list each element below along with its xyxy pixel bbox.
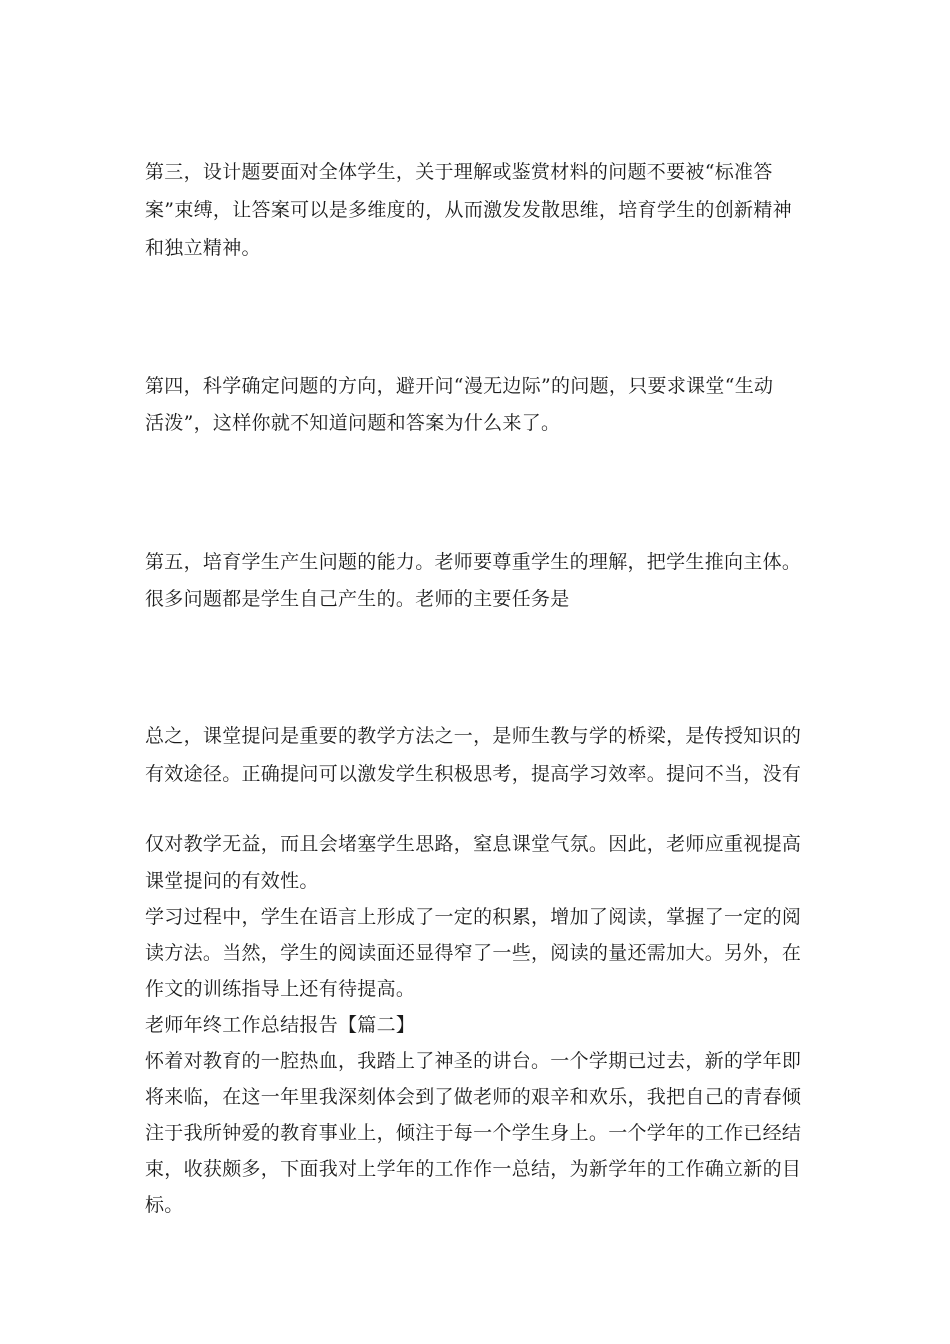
text-line: 案”束缚，让答案可以是多维度的，从而激发发散思维，培育学生的创新精神	[145, 199, 792, 221]
text-line: 注于我所钟爱的教育事业上，倾注于每一个学生身上。一个学年的工作已经结	[145, 1122, 802, 1144]
text-line: 束，收获颇多，下面我对上学年的工作作一总结，为新学年的工作确立新的目	[145, 1158, 802, 1180]
text-line: 有效途径。正确提问可以激发学生积极思考，提高学习效率。提问不当，没有	[145, 763, 802, 785]
text-line: 学习过程中，学生在语言上形成了一定的积累，增加了阅读，掌握了一定的阅	[145, 906, 802, 928]
text-line: 活泼”，这样你就不知道问题和答案为什么来了。	[145, 412, 561, 434]
text-line: 标。	[145, 1194, 184, 1216]
text-line: 读方法。当然，学生的阅读面还显得窄了一些，阅读的量还需加大。另外，在	[145, 942, 802, 964]
text-line: 作文的训练指导上还有待提高。	[145, 978, 416, 1000]
text-line: 仅对教学无益，而且会堵塞学生思路，窒息课堂气氛。因此，老师应重视提高	[145, 833, 802, 855]
section-heading: 老师年终工作总结报告【篇二】	[145, 1014, 416, 1036]
text-line: 很多问题都是学生自己产生的。老师的主要任务是	[145, 588, 570, 610]
text-line: 第五，培育学生产生问题的能力。老师要尊重学生的理解，把学生推向主体。	[145, 551, 802, 573]
text-line: 第四，科学确定问题的方向，避开问“漫无边际”的问题，只要求课堂“生动	[145, 375, 774, 397]
text-line: 怀着对教育的一腔热血，我踏上了神圣的讲台。一个学期已过去，新的学年即	[145, 1050, 802, 1072]
text-line: 总之，课堂提问是重要的教学方法之一，是师生教与学的桥梁，是传授知识的	[145, 725, 802, 747]
text-line: 将来临，在这一年里我深刻体会到了做老师的艰辛和欢乐，我把自己的青春倾	[145, 1086, 802, 1108]
text-line: 课堂提问的有效性。	[145, 870, 319, 892]
text-line: 第三，设计题要面对全体学生，关于理解或鉴赏材料的问题不要被“标准答	[145, 161, 773, 183]
text-line: 和独立精神。	[145, 237, 261, 259]
